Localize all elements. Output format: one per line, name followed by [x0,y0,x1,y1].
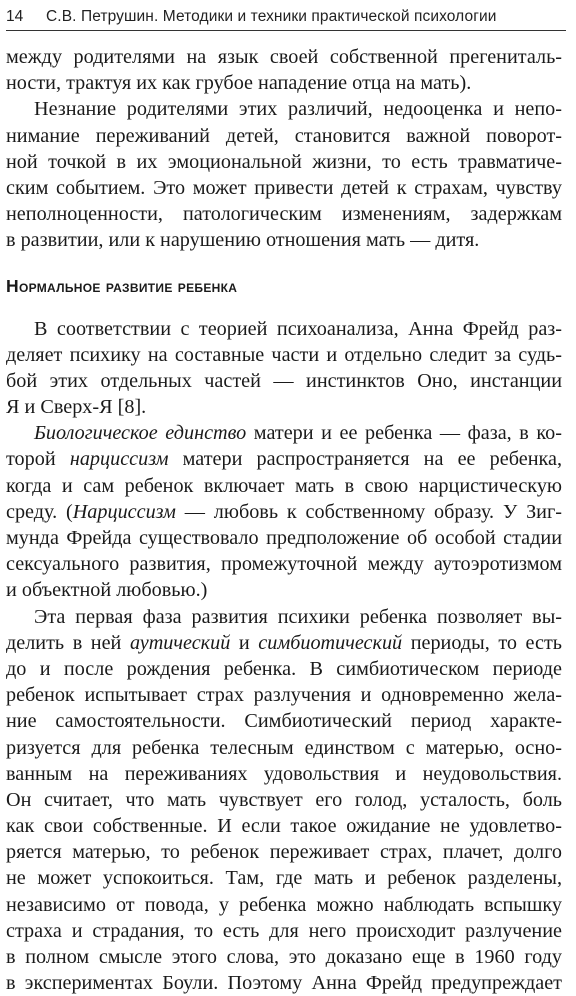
text-line: нимание переживаний детей, становится важной поворот- [6,124,562,147]
header-rule [6,30,566,31]
text-line: между родителями на язык своей собственной прегениталь- [6,46,562,68]
text-line: и объектной любовью.) [6,579,208,602]
text-line: до и после рождения ребенка. В симбиотическом периоде [6,657,562,680]
text-line: Биологическое единство матери и ее ребенка — фаза, в ко- [34,422,562,445]
text-line: бой этих отдельных частей — инстинктов Оно, инстанции [6,369,562,392]
text-line: мунда Фрейда существовало предположение об особой стадии [6,527,562,549]
text-line: независимо от повода, у ребенка можно наблюдать вспышку [6,893,562,916]
text-line: Я и Сверх-Я [8]. [6,396,147,419]
running-header [6,4,568,30]
text-line: неполноценности, патологическим изменениям, задержкам [6,203,562,226]
text-line: ряется матерью, то ребенок переживает страх, плачет, долго [6,841,562,864]
text-line: Эта первая фаза развития психики ребенка позволяет вы- [34,605,562,628]
text-line: Незнание родителями этих различий, недооценка и непо- [34,98,562,121]
text-line: в полном смысле этого слова, это доказано еще в 1960 году [6,946,562,968]
section-heading: Нормальное развитие ребенка [6,275,238,296]
text-line: ности, трактуя их как грубое нападение отца на мать). [6,72,472,95]
text-line: делить в ней аутический и симбиотический периоды, то есть [6,631,562,654]
text-line: сексуального развития, промежуточной между аутоэротизмом [6,553,562,576]
text-line: ребенок испытывает страх разлучения и одновременно жела- [6,684,562,707]
text-line: когда и сам ребенок включает мать в свою нарцистическую [6,474,562,497]
text-line: ским событием. Это может привести детей к страхам, чувству [6,176,562,199]
text-line: Он считает, что мать чувствует его голод, усталость, боль [6,788,562,811]
text-line: ние самостоятельности. Симбиотический период характе- [6,710,562,733]
text-line: как свои собственные. И если такое ожидание не удовлетво- [6,815,562,838]
text-line: В соответствии с теорией психоанализа, Анна Фрейд раз- [34,317,562,340]
text-line: в экспериментах Боули. Поэтому Анна Фрейд предупреждает [6,972,562,995]
running-title: С.В. Петрушин. Методики и техники практической психологии [46,8,497,25]
text-line: торой нарциссизм матери распространяется на ее ребенка, [6,448,562,471]
page-number: 14 [6,8,24,25]
text-line: среду. (Нарциссизм — любовь к собственному образу. У Зиг- [6,500,562,523]
text-line: деляет психику на составные части и отдельно следит за судь- [6,343,562,366]
text-line: не может успокоиться. Там, где мать и ребенок разделены, [6,867,562,890]
text-line: ванным на переживаниях удовольствия и неудовольствия. [6,762,562,785]
body-text [6,44,562,996]
text-line: страха и страдания, то есть для него происходит разлучение [6,919,562,942]
text-line: ризуется для ребенка телесным единством с матерью, осно- [6,736,562,759]
text-line: ной точкой в их эмоциональной жизни, то есть травматиче- [6,150,562,173]
text-line: в развитии, или к нарушению отношения мать — дитя. [6,229,480,252]
